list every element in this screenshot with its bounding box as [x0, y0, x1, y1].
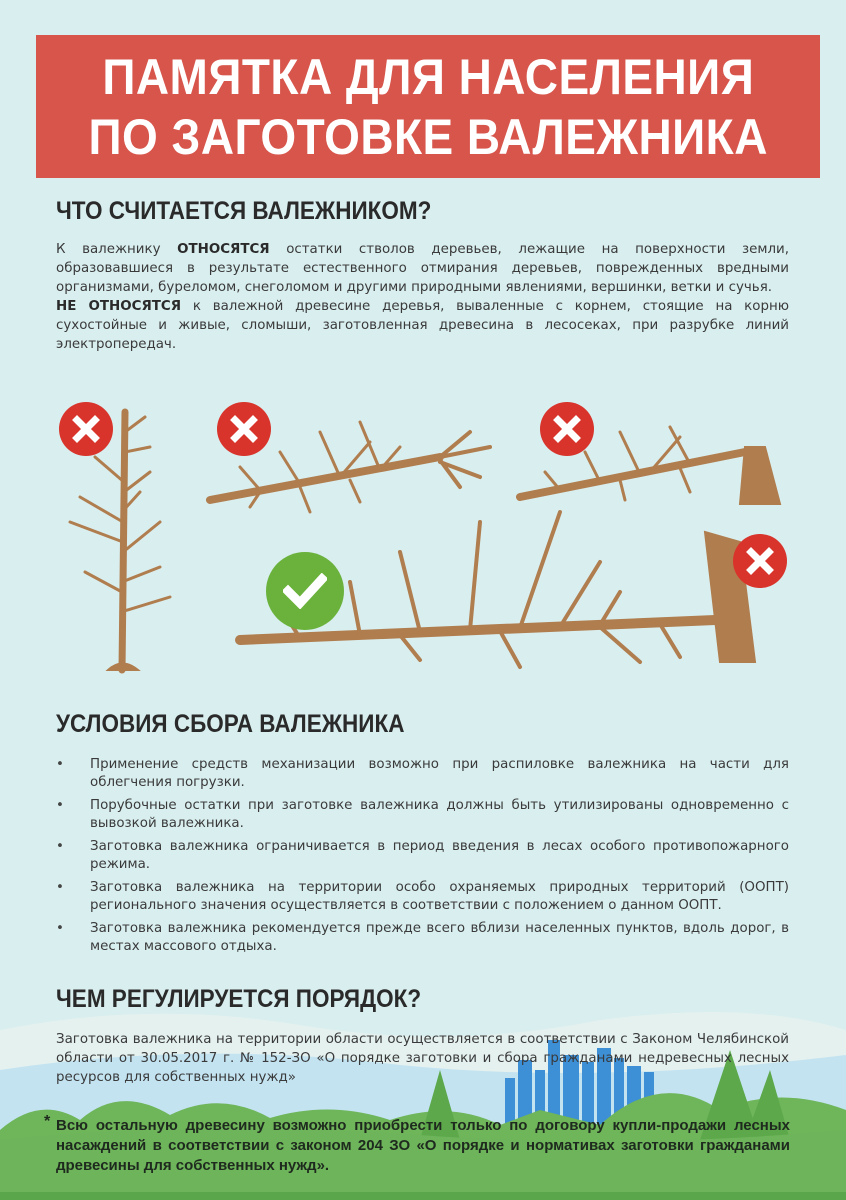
section-heading-what-is: ЧТО СЧИТАЕТСЯ ВАЛЕЖНИКОМ? [56, 197, 432, 225]
cross-icon [733, 534, 787, 588]
check-icon [266, 552, 344, 630]
title-line-2: ПО ЗАГОТОВКЕ ВАЛЕЖНИКА [88, 108, 768, 165]
section-heading-regulation: ЧЕМ РЕГУЛИРУЕТСЯ ПОРЯДОК? [56, 985, 422, 1013]
section-heading-conditions: УСЛОВИЯ СБОРА ВАЛЕЖНИКА [56, 710, 405, 738]
list-item: • Применение средств механизации возможно при распиловке валежника на части для облегчения погрузки. [56, 756, 789, 792]
regulation-paragraph: Заготовка валежника на территории области осуществляется в соответствии с Законом Челябинской области от 30.05.2017 г. № 152-ЗО «О порядке заготовки и сбора гражданами недревесных лесных ресурсов для собственных нужд» [56, 1032, 789, 1085]
list-item: • Заготовка валежника на территории особо охраняемых природных территорий (ООПТ) регионального значения осуществляется в соответствии с положением о данном ООПТ. [56, 879, 789, 915]
conditions-list [56, 756, 789, 961]
title-banner [36, 35, 820, 178]
includes-label: ОТНОСЯТСЯ [177, 242, 270, 257]
tree-illustration [0, 392, 846, 692]
cross-icon [217, 402, 271, 456]
title-line-1: ПАМЯТКА ДЛЯ НАСЕЛЕНИЯ [102, 48, 754, 105]
cross-icon [59, 402, 113, 456]
excludes-label: НЕ ОТНОСЯТСЯ [56, 299, 182, 314]
list-item: • Порубочные остатки при заготовке валежника должны быть утилизированы одновременно с вывозкой валежника. [56, 797, 789, 833]
trees-drawing [0, 392, 846, 692]
list-item: • Заготовка валежника рекомендуется прежде всего вблизи населенных пунктов, вдоль дорог, в местах массового отдыха. [56, 920, 789, 956]
footnote-text: Всю остальную древесину возможно приобрести только по договору купли-продажи лесных насаждений в соответствии с законом 204 ЗО «О порядке и нормативах заготовки гражданами древесины для собственных нужд». [56, 1117, 790, 1174]
list-item: • Заготовка валежника ограничивается в период введения в лесах особого противопожарного режима. [56, 838, 789, 874]
definition-paragraph: К валежнику ОТНОСЯТСЯ остатки стволов деревьев, лежащие на поверхности земли, образовавшиеся в результате естественного отмирания деревьев, поврежденных вредными организмами, буреломом, снеголомом и другими природными явлениями, вершинки, ветки и сучья. НЕ ОТНОСЯТСЯ к валежной древесине деревья, вываленные с корнем, стоящие на корню сухостойные и живые, сломыши, заготовленная древесина в лесосеках, при разрубке линий электропередач. [56, 242, 789, 352]
cross-icon [540, 402, 594, 456]
footnote [44, 1113, 790, 1176]
footnote-marker: * [44, 1113, 51, 1130]
